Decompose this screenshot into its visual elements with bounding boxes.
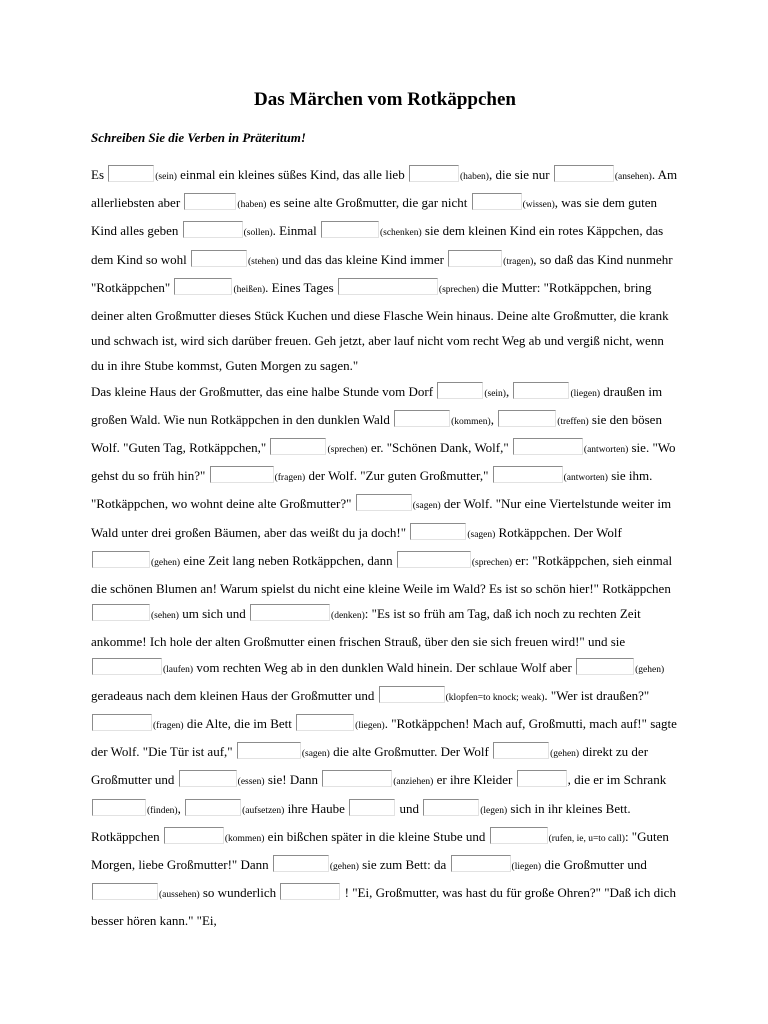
- paragraph-2: [91, 379, 679, 824]
- text-run: um sich und: [178, 606, 250, 622]
- verb-hint: (sagen): [467, 529, 496, 540]
- verb-input-field[interactable]: [92, 551, 150, 568]
- verb-hint: (sollen): [243, 228, 273, 239]
- verb-input-field[interactable]: [472, 193, 522, 210]
- verb-hint: (sein): [484, 388, 506, 399]
- verb-hint: (kommen): [451, 416, 491, 427]
- verb-hint: (wissen): [522, 200, 555, 211]
- verb-hint: (haben): [459, 172, 489, 182]
- verb-hint: (antworten): [563, 473, 608, 484]
- verb-input-field[interactable]: [517, 770, 567, 787]
- verb-input-field[interactable]: [493, 466, 563, 483]
- verb-hint: (essen): [237, 777, 265, 788]
- text-run: . "Rotkäppchen! Mach auf, Großmutti, mach auf!" sagte der Wolf. "Die Tür ist auf,": [91, 716, 677, 760]
- verb-hint: (schenken): [379, 228, 422, 239]
- text-run: ein bißchen später in die kleine Stube und: [264, 828, 489, 844]
- verb-hint: (liegen): [355, 721, 385, 732]
- text-run: direkt zu der Großmutter und: [91, 744, 649, 788]
- verb-hint: (denken): [331, 611, 365, 622]
- text-run: ! "Ei, Großmutter, was hast du für große Ohren?" "Daß ich dich besser hören kann." "Ei,: [91, 885, 676, 929]
- verb-input-field[interactable]: [185, 799, 241, 816]
- page-title: Das Märchen vom Rotkäppchen: [254, 89, 516, 110]
- verb-input-field[interactable]: [490, 827, 548, 844]
- verb-input-field[interactable]: [183, 221, 243, 238]
- verb-hint: (anziehen): [393, 777, 434, 788]
- verb-input-field[interactable]: [349, 799, 395, 816]
- verb-input-field[interactable]: [448, 250, 502, 267]
- text-run: . Eines Tages: [265, 279, 337, 295]
- paragraph-3: [91, 824, 679, 934]
- text-run: sie. "Wo gehst du so früh hin?": [91, 440, 676, 484]
- verb-hint: (ansehen): [614, 172, 652, 182]
- text-run: sich in ihr kleines Bett.: [507, 800, 631, 816]
- verb-hint: (fragen): [274, 473, 306, 484]
- verb-input-field[interactable]: [356, 494, 412, 511]
- text-run: geradeaus nach dem kleinen Haus der Großmutter und: [91, 687, 378, 703]
- verb-hint: (treffen): [557, 416, 589, 427]
- verb-hint: (sein): [155, 172, 177, 182]
- verb-hint: (antworten): [583, 445, 629, 456]
- verb-input-field[interactable]: [451, 855, 511, 872]
- instruction-text: Schreiben Sie die Verben in Präteritum!: [91, 130, 306, 145]
- text-run: er: "Rotkäppchen, sieh einmal die schönen Blumen an! Warum spielst du nicht eine kleine Weile im Wald? Es ist so schön hier!" Rotkäppchen: [91, 552, 673, 597]
- text-run: . "Wer ist draußen?": [544, 687, 650, 703]
- verb-input-field[interactable]: [179, 770, 237, 787]
- verb-hint: (sehen): [151, 611, 179, 622]
- text-run: , was sie dem guten Kind alles geben: [91, 195, 657, 239]
- verb-input-field[interactable]: [108, 165, 154, 182]
- verb-hint: (laufen): [163, 664, 194, 675]
- verb-input-field[interactable]: [210, 466, 274, 483]
- text-run: die Alte, die im Bett: [183, 716, 296, 732]
- story-text: [91, 162, 679, 934]
- text-run: ,: [490, 411, 498, 427]
- text-run: er. "Schönen Dank, Wolf,": [367, 440, 512, 456]
- verb-input-field[interactable]: [409, 165, 459, 182]
- verb-hint: (tragen): [503, 256, 534, 267]
- verb-input-field[interactable]: [322, 770, 392, 787]
- verb-input-field[interactable]: [338, 278, 438, 295]
- verb-input-field[interactable]: [379, 686, 445, 703]
- text-run: und das das kleine Kind immer: [278, 251, 448, 267]
- text-run: einmal ein kleines süßes Kind, das alle lieb: [176, 167, 408, 182]
- verb-input-field[interactable]: [184, 193, 236, 210]
- text-run: so wunderlich: [199, 885, 280, 901]
- text-run: : "Guten Morgen, liebe Großmutter!" Dann: [91, 828, 669, 873]
- verb-hint: (gehen): [635, 664, 665, 675]
- verb-input-field[interactable]: [92, 799, 146, 816]
- verb-input-field[interactable]: [554, 165, 614, 182]
- verb-input-field[interactable]: [513, 382, 569, 399]
- verb-input-field[interactable]: [576, 658, 634, 675]
- text-run: sie! Dann: [264, 772, 322, 788]
- text-run: der Wolf. "Zur guten Großmutter,": [305, 468, 492, 484]
- verb-input-field[interactable]: [92, 714, 152, 731]
- verb-input-field[interactable]: [92, 883, 158, 900]
- verb-hint: (kommen): [224, 833, 265, 844]
- text-run: sie ihm. "Rotkäppchen, wo wohnt deine alte Großmutter?": [91, 468, 653, 512]
- verb-input-field[interactable]: [493, 742, 549, 759]
- text-run: sie zum Bett: da: [358, 857, 450, 873]
- verb-hint: (gehen): [329, 862, 359, 873]
- text-run: und: [396, 800, 423, 816]
- text-run: es seine alte Großmutter, die gar nicht: [266, 195, 471, 211]
- text-run: die alte Großmutter. Der Wolf: [329, 744, 493, 760]
- text-run: Rotkäppchen. Der Wolf: [495, 524, 622, 540]
- verb-input-field[interactable]: [174, 278, 232, 295]
- text-run: . Am allerliebsten aber: [91, 167, 678, 211]
- verb-input-field[interactable]: [397, 551, 471, 568]
- text-run: vom rechten Weg ab in den dunklen Wald hinein. Der schlaue Wolf aber: [193, 659, 576, 675]
- text-run: ,: [177, 800, 185, 816]
- verb-input-field[interactable]: [273, 855, 329, 872]
- verb-hint: (sprechen): [327, 445, 368, 456]
- verb-hint: (sagen): [412, 501, 441, 512]
- verb-input-field[interactable]: [423, 799, 479, 816]
- text-run: : "Es ist so früh am Tag, daß ich noch zu rechten Zeit ankomme! Ich hole der alten Großmutter einen frischen Strauß, über den sie sich freuen wird!" und sie: [91, 606, 641, 650]
- verb-hint: (liegen): [570, 388, 601, 399]
- verb-input-field[interactable]: [92, 604, 150, 621]
- paragraph-1: [91, 162, 679, 379]
- verb-hint: (aussehen): [159, 890, 200, 901]
- text-run: die Großmutter und: [541, 857, 647, 873]
- verb-hint: (haben): [237, 200, 267, 211]
- verb-hint: (sagen): [301, 749, 330, 760]
- text-run: sie den bösen Wolf. "Guten Tag, Rotkäppchen,": [91, 411, 662, 456]
- verb-input-field[interactable]: [513, 438, 583, 455]
- text-run: sie dem kleinen Kind ein rotes Käppchen, das dem Kind so wohl: [91, 223, 664, 267]
- text-run: Das kleine Haus der Großmutter, das eine halbe Stunde vom Dorf: [91, 383, 437, 399]
- text-run: der Wolf. "Nur eine Viertelstunde weiter im Wald unter drei großen Bäumen, aber das weißt du ja doch!": [91, 496, 672, 540]
- verb-input-field[interactable]: [191, 250, 247, 267]
- text-run: , die sie nur: [488, 167, 553, 182]
- verb-hint: (sprechen): [438, 284, 479, 295]
- text-run: , so daß das Kind nunmehr "Rotkäppchen": [91, 251, 673, 295]
- verb-hint: (stehen): [247, 256, 279, 267]
- text-run: Es: [91, 167, 108, 182]
- verb-input-field[interactable]: [237, 742, 301, 759]
- verb-input-field[interactable]: [280, 883, 340, 900]
- text-run: draußen im großen Wald. Wie nun Rotkäppchen in den dunklen Wald: [91, 383, 663, 427]
- verb-input-field[interactable]: [296, 714, 354, 731]
- text-run: ihre Haube: [284, 800, 349, 816]
- text-run: , die er im Schrank: [567, 772, 667, 788]
- verb-hint: (finden): [147, 805, 178, 816]
- verb-input-field[interactable]: [164, 827, 224, 844]
- verb-input-field[interactable]: [498, 410, 556, 427]
- text-run: . Einmal: [272, 223, 320, 239]
- verb-hint: (liegen): [511, 862, 542, 873]
- verb-hint: (fragen): [153, 721, 184, 732]
- verb-input-field[interactable]: [394, 410, 450, 427]
- verb-input-field[interactable]: [437, 382, 483, 399]
- verb-input-field[interactable]: [92, 658, 162, 675]
- verb-hint: (gehen): [151, 557, 181, 568]
- text-run: Rotkäppchen: [91, 828, 163, 844]
- verb-hint: (heißen): [233, 284, 266, 295]
- verb-hint: (rufen, ie, u=to call): [548, 833, 625, 844]
- verb-input-field[interactable]: [270, 438, 326, 455]
- verb-input-field[interactable]: [250, 604, 330, 621]
- verb-hint: (gehen): [550, 749, 580, 760]
- verb-hint: (klopfen=to knock; weak): [445, 692, 545, 703]
- text-run: eine Zeit lang neben Rotkäppchen, dann: [180, 552, 396, 568]
- verb-input-field[interactable]: [321, 221, 379, 238]
- text-run: er ihre Kleider: [433, 772, 516, 788]
- verb-hint: (sprechen): [471, 557, 512, 568]
- verb-input-field[interactable]: [410, 523, 466, 540]
- text-run: die Mutter: "Rotkäppchen, bring deiner alten Großmutter dieses Stück Kuchen und diese Flasche Wein hinaus. Deine alte Großmutter, die krank und schwach ist, wird sich darüber freuen. Geh jetzt, aber lauf nicht vom recht Weg ab und vergiß nicht, wenn du in ihre Stube kommst, Guten Morgen zu sagen.": [91, 279, 669, 374]
- text-run: ,: [505, 383, 513, 399]
- verb-hint: (legen): [480, 805, 508, 816]
- verb-hint: (aufsetzen): [242, 805, 285, 816]
